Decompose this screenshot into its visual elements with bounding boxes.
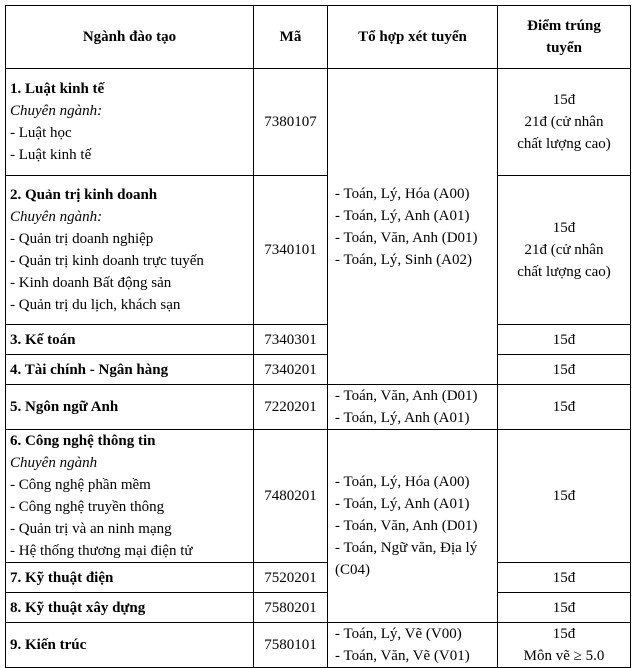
- code-cell: 7580101: [254, 623, 328, 668]
- score-cell: [498, 623, 631, 668]
- combination-cell: [328, 69, 498, 385]
- code-cell: 7340101: [254, 176, 328, 325]
- specialization-item: - Luật kinh tế: [10, 147, 92, 163]
- specialization-item: - Công nghệ phần mềm: [10, 477, 151, 493]
- score-cell: [498, 69, 631, 176]
- table-row: [6, 355, 631, 385]
- specialization-item: - Kinh doanh Bất động sản: [10, 275, 172, 291]
- score-note: 21đ (cử nhân: [524, 114, 604, 130]
- combination-cell: [328, 623, 498, 668]
- major-cell: [6, 176, 254, 325]
- combination-item: - Toán, Lý, Hóa (A00): [335, 474, 470, 490]
- table-row: [6, 69, 631, 176]
- score-value: 15đ: [552, 220, 576, 236]
- combination-item: - Toán, Văn, Anh (D01): [335, 518, 478, 534]
- table-row: [6, 563, 631, 593]
- major-cell: [6, 563, 254, 593]
- major-cell: [6, 430, 254, 563]
- specialization-item: - Công nghệ truyền thông: [10, 499, 165, 515]
- code-cell: 7380107: [254, 69, 328, 176]
- code-cell: 7580201: [254, 593, 328, 623]
- header-major: Ngành đào tạo: [6, 6, 254, 69]
- score-cell: 15đ: [498, 563, 631, 593]
- major-cell: [6, 325, 254, 355]
- combination-item: - Toán, Văn, Anh (D01): [335, 229, 478, 246]
- header-combination: Tổ hợp xét tuyển: [328, 6, 498, 69]
- table-row: [6, 385, 631, 430]
- score-value: 15đ: [552, 92, 576, 108]
- specialization-item: - Quản trị doanh nghiệp: [10, 231, 154, 247]
- header-row: [6, 6, 631, 69]
- code-cell: 7480201: [254, 430, 328, 563]
- header-score: [498, 6, 631, 69]
- score-note: 21đ (cử nhân: [524, 242, 604, 258]
- specialization-item: - Luật học: [10, 125, 72, 141]
- code-cell: 7340301: [254, 325, 328, 355]
- major-cell: [6, 593, 254, 623]
- combination-item: - Toán, Văn, Anh (D01): [335, 388, 478, 404]
- specialization-item: - Hệ thống thương mại điện tử: [10, 543, 193, 559]
- code-cell: 7340201: [254, 355, 328, 385]
- major-title: 7. Kỹ thuật điện: [10, 569, 114, 586]
- score-cell: 15đ: [498, 385, 631, 430]
- score-cell: [498, 176, 631, 325]
- header-code: Mã: [254, 6, 328, 69]
- major-title: 1. Luật kinh tế: [10, 81, 105, 97]
- major-title: 5. Ngôn ngữ Anh: [10, 399, 119, 415]
- combination-item: - Toán, Ngữ văn, Địa lý: [335, 540, 478, 556]
- major-title: 2. Quản trị kinh doanh: [10, 187, 158, 203]
- specialization-item: - Quản trị du lịch, khách sạn: [10, 297, 181, 313]
- major-title: 6. Công nghệ thông tin: [10, 433, 156, 449]
- combination-item: (C04): [335, 562, 370, 578]
- table-row: [6, 623, 631, 668]
- combination-cell: [328, 430, 498, 623]
- specialization-label: Chuyên ngành: [10, 455, 98, 471]
- combination-cell: [328, 385, 498, 430]
- major-title: 3. Kế toán: [10, 331, 76, 348]
- code-cell: 7520201: [254, 563, 328, 593]
- table-row: [6, 593, 631, 623]
- code-cell: 7220201: [254, 385, 328, 430]
- combination-item: - Toán, Lý, Anh (A01): [335, 410, 470, 426]
- score-note: Môn vẽ ≥ 5.0: [523, 648, 605, 664]
- score-value: 15đ: [552, 626, 576, 642]
- specialization-label: Chuyên ngành:: [10, 209, 103, 225]
- table-row: [6, 430, 631, 563]
- combination-item: - Toán, Lý, Vẽ (V00): [335, 626, 462, 642]
- major-cell: [6, 69, 254, 176]
- combination-item: - Toán, Văn, Vẽ (V01): [335, 648, 470, 664]
- score-cell: 15đ: [498, 325, 631, 355]
- score-note: chất lượng cao): [517, 136, 611, 152]
- combination-item: - Toán, Lý, Hóa (A00): [335, 185, 470, 202]
- score-note: chất lượng cao): [517, 264, 611, 280]
- combination-item: - Toán, Lý, Sinh (A02): [335, 251, 472, 268]
- major-cell: [6, 355, 254, 385]
- score-cell: 15đ: [498, 355, 631, 385]
- major-cell: [6, 623, 254, 668]
- major-title: 4. Tài chính - Ngân hàng: [10, 361, 169, 378]
- specialization-label: Chuyên ngành:: [10, 103, 103, 119]
- header-score-text: Điểm trúng tuyển: [527, 18, 601, 56]
- major-title: 8. Kỹ thuật xây dựng: [10, 599, 146, 616]
- specialization-item: - Quản trị kinh doanh trực tuyến: [10, 253, 204, 269]
- admission-scores-table: [5, 5, 631, 668]
- specialization-item: - Quản trị và an ninh mạng: [10, 521, 172, 537]
- major-title: 9. Kiến trúc: [10, 637, 87, 653]
- score-cell: 15đ: [498, 430, 631, 563]
- combination-item: - Toán, Lý, Anh (A01): [335, 207, 470, 224]
- major-cell: [6, 385, 254, 430]
- score-cell: 15đ: [498, 593, 631, 623]
- table-row: [6, 325, 631, 355]
- table-row: [6, 176, 631, 325]
- combination-item: - Toán, Lý, Anh (A01): [335, 496, 470, 512]
